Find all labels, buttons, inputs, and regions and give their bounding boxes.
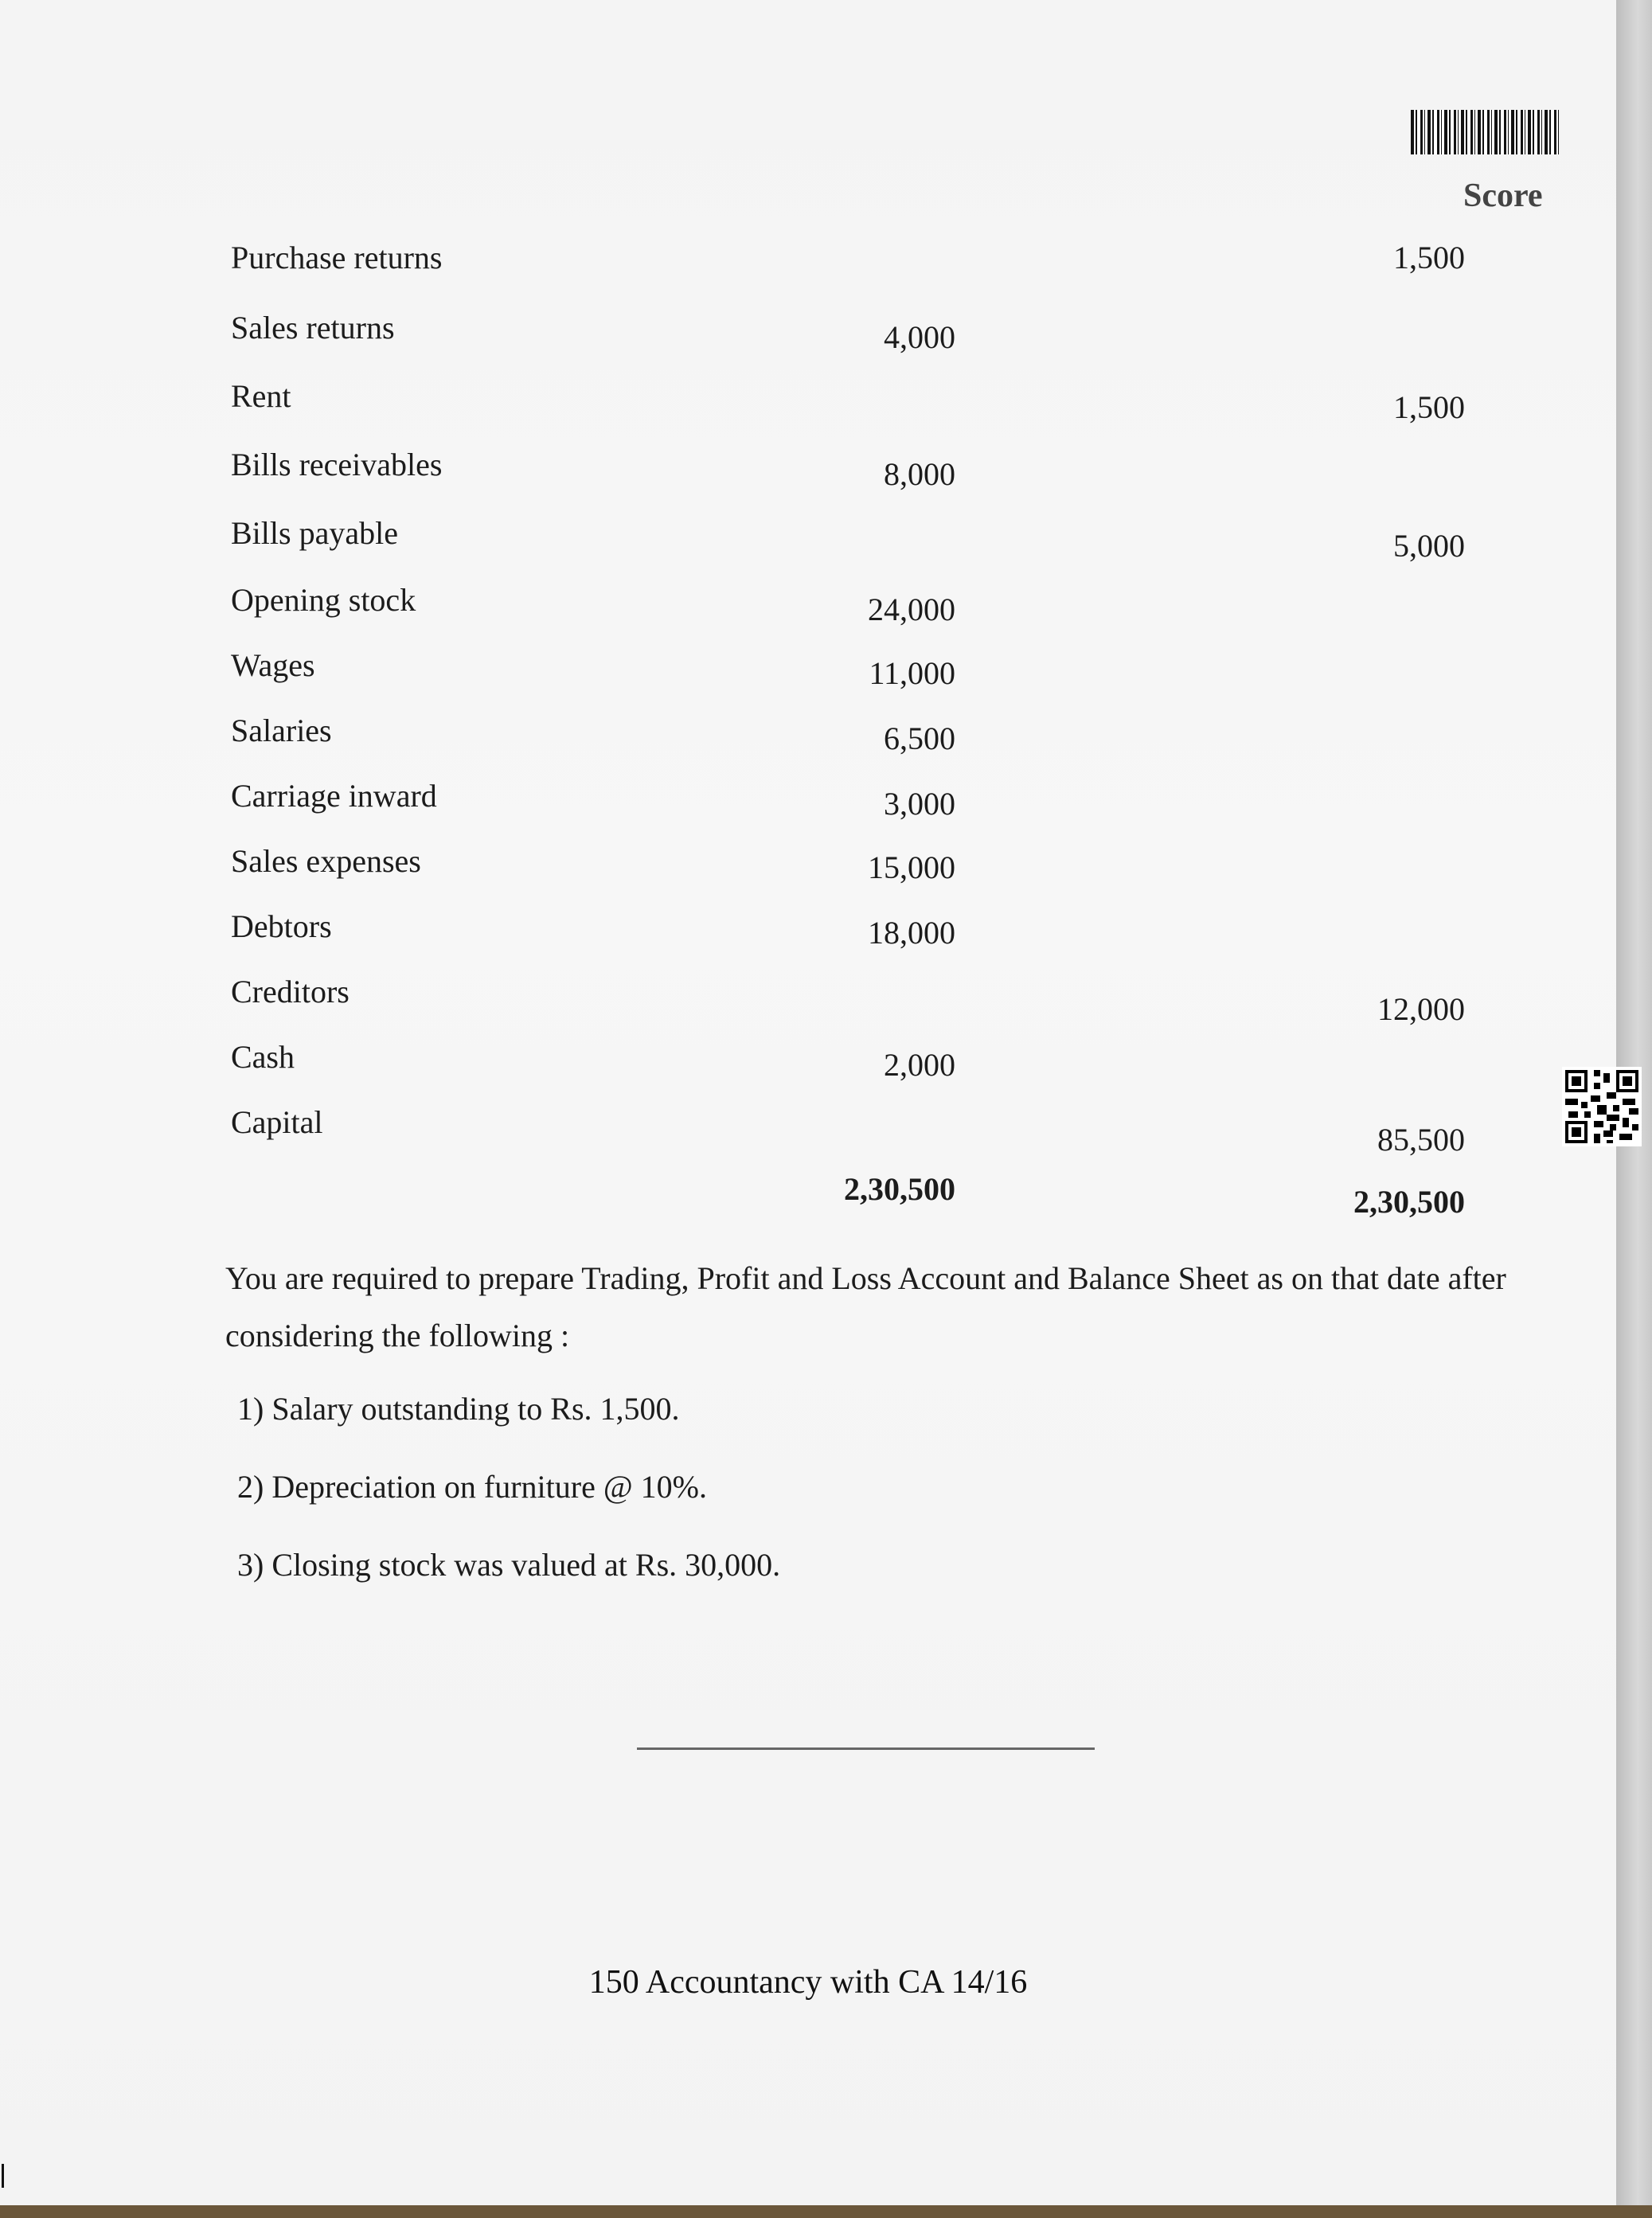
end-of-section-divider xyxy=(637,1747,1095,1750)
margin-mark xyxy=(2,2164,4,2188)
adjustment-item: 2) Depreciation on furniture @ 10%. xyxy=(237,1469,707,1505)
account-label: Capital xyxy=(231,1104,323,1140)
score-label: Score xyxy=(1463,178,1543,214)
account-label: Opening stock xyxy=(231,582,416,618)
barcode-icon xyxy=(1411,110,1559,154)
table-row xyxy=(0,712,1616,760)
table-surface xyxy=(0,2205,1652,2218)
table-row xyxy=(0,1103,1616,1158)
account-label: Sales returns xyxy=(231,310,395,346)
account-label: Bills payable xyxy=(231,515,398,551)
table-row xyxy=(0,973,1616,1027)
debit-amount: 3,000 xyxy=(884,786,955,822)
credit-amount: 12,000 xyxy=(1377,991,1465,1027)
adjustment-item: 3) Closing stock was valued at Rs. 30,000. xyxy=(237,1547,781,1583)
table-row xyxy=(0,777,1616,825)
qr-code-icon xyxy=(1562,1067,1642,1146)
table-row xyxy=(0,239,1616,287)
table-row xyxy=(0,908,1616,955)
debit-amount: 2,000 xyxy=(884,1047,955,1083)
table-row xyxy=(0,446,1616,494)
credit-amount: 85,500 xyxy=(1377,1122,1465,1158)
account-label: Bills receivables xyxy=(231,447,443,482)
credit-amount: 1,500 xyxy=(1393,240,1465,275)
account-label: Purchase returns xyxy=(231,240,443,275)
table-row xyxy=(0,581,1616,629)
debit-amount: 11,000 xyxy=(869,655,955,691)
table-row xyxy=(0,377,1616,425)
debit-amount: 4,000 xyxy=(884,319,955,355)
account-label: Cash xyxy=(231,1039,295,1075)
table-row xyxy=(0,1038,1616,1086)
table-row xyxy=(0,842,1616,890)
account-label: Wages xyxy=(231,647,315,683)
debit-amount: 15,000 xyxy=(868,849,955,885)
debit-amount: 6,500 xyxy=(884,720,955,756)
credit-amount: 5,000 xyxy=(1393,528,1465,564)
credit-amount: 1,500 xyxy=(1393,389,1465,425)
account-label: Carriage inward xyxy=(231,778,437,814)
question-instructions: You are required to prepare Trading, Profit and Loss Account and Balance Sheet as on that date after considering the following : xyxy=(225,1260,1506,1353)
account-label: Sales expenses xyxy=(231,843,421,879)
account-label: Debtors xyxy=(231,908,332,944)
table-row xyxy=(0,514,1616,562)
account-label: Rent xyxy=(231,378,291,414)
debit-amount: 18,000 xyxy=(868,915,955,951)
table-row xyxy=(0,309,1616,357)
debit-amount: 8,000 xyxy=(884,456,955,492)
adjustment-item: 1) Salary outstanding to Rs. 1,500. xyxy=(237,1391,680,1427)
debit-amount: 24,000 xyxy=(868,592,955,627)
credit-total: 2,30,500 xyxy=(1353,1184,1465,1220)
account-label: Creditors xyxy=(231,974,350,1009)
table-row xyxy=(0,646,1616,694)
page-footer: 150 Accountancy with CA 14/16 xyxy=(588,1964,1028,2001)
totals-row xyxy=(0,1170,1616,1218)
account-label: Salaries xyxy=(231,713,332,748)
debit-total: 2,30,500 xyxy=(844,1171,955,1207)
